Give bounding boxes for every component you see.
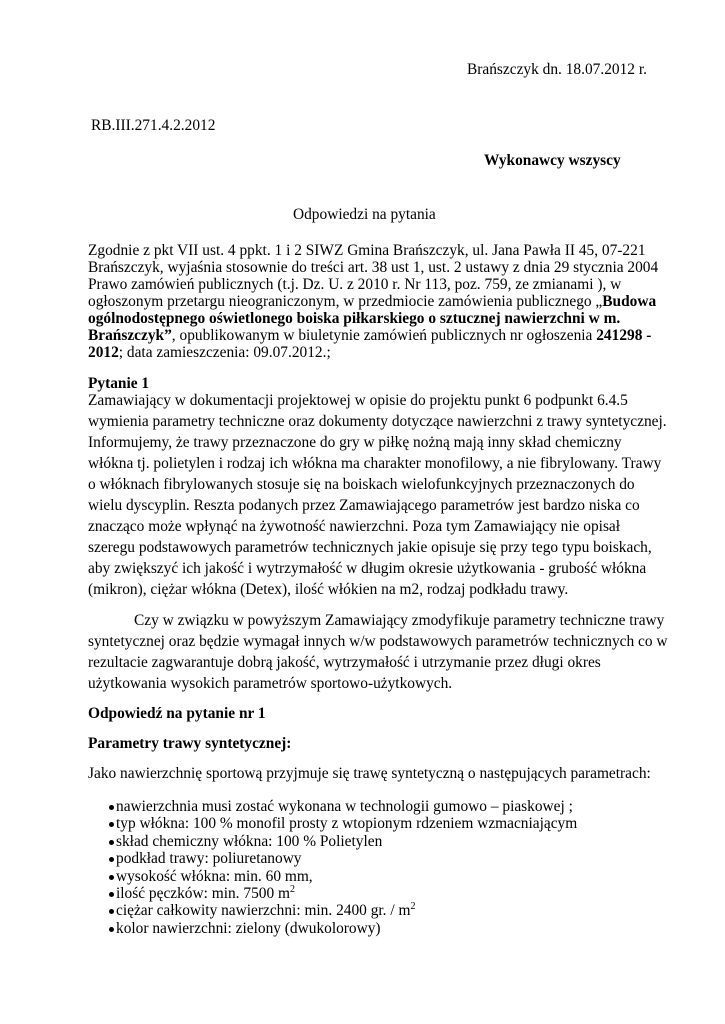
place-date: Brańszczyk dn. 18.07.2012 r. xyxy=(467,61,647,78)
question-line: aby zwiększyć ich jakość i wytrzymałość w długim okresie użytkowania - grubość włókna xyxy=(88,560,647,577)
bullet-icon xyxy=(109,805,114,810)
list-item-text: ilość pęczków: min. 7500 m xyxy=(116,885,290,903)
intro-text: ; data zamieszczenia: 09.07.2012.; xyxy=(118,344,331,361)
parameters-list xyxy=(88,798,577,937)
intro-line xyxy=(88,327,651,344)
answer-heading: Odpowiedź na pytanie nr 1 xyxy=(88,705,266,722)
intro-text: ogłoszonym przetargu nieograniczonym, w przedmiocie zamówienia publicznego „ xyxy=(88,293,603,310)
bullet-icon xyxy=(109,892,114,897)
document-title: Odpowiedzi na pytania xyxy=(293,206,436,223)
question-line: syntetycznej oraz będzie wymagał innych w/w podstawowych parametrów technicznych co w xyxy=(88,633,668,650)
question-line: wymienia parametry techniczne oraz dokumenty dotyczące nawierzchni z trawy syntetycznej. xyxy=(88,413,667,430)
intro-text: , opublikowanym w biuletynie zamówień publicznych nr ogłoszenia xyxy=(171,327,597,344)
list-item xyxy=(88,850,577,867)
question-line: o włóknach fibrylowanych stosuje się na boiskach wielofunkcyjnych przeznaczonych do xyxy=(88,476,635,493)
list-item xyxy=(88,885,577,902)
recipient: Wykonawcy wszyscy xyxy=(484,152,621,169)
bullet-icon xyxy=(109,857,114,862)
notice-year: 2012 xyxy=(88,344,119,361)
intro-line: Brańszczyk, wyjaśnia stosownie do treści art. 38 ust 1, ust. 2 ustawy z dnia 29 stycznia 2004 xyxy=(88,259,659,276)
intro-line xyxy=(88,293,656,310)
list-item xyxy=(88,868,577,885)
list-item-text: nawierzchnia musi zostać wykonana w technologii gumowo – piaskowej ; xyxy=(116,798,573,815)
question-line: Informujemy, że trawy przeznaczone do gry w piłkę nożną mają inny skład chemiczny xyxy=(88,434,622,451)
bullet-icon xyxy=(109,875,114,880)
question-line: wielu dyscyplin. Reszta podanych przez Zamawiającego parametrów jest bardzo niska co xyxy=(88,497,640,514)
question-line: użytkowania wysokich parametrów sportowo-użytkowych. xyxy=(88,675,453,692)
question-line: znacząco może wpłynąć na żywotność nawierzchni. Poza tym Zamawiający nie opisał xyxy=(88,518,621,535)
bullet-icon xyxy=(109,840,114,845)
question-line: rezultacie zagwarantuje dobrą jakość, wytrzymałość i utrzymanie przez długi okres xyxy=(88,654,601,671)
notice-number: 241298 - xyxy=(596,327,652,344)
question-heading: Pytanie 1 xyxy=(88,375,150,392)
list-item-text: typ włókna: 100 % monofil prosty z wtopionym rdzeniem wzmacniającym xyxy=(116,815,578,833)
list-item xyxy=(88,815,577,832)
question-line: Czy w związku w powyższym Zamawiający zmodyfikuje parametry techniczne trawy xyxy=(134,612,665,629)
bullet-icon xyxy=(109,909,114,914)
answer-subheading: Parametry trawy syntetycznej: xyxy=(88,735,292,752)
intro-line xyxy=(88,344,331,361)
intro-line: Prawo zamówień publicznych (t.j. Dz. U. z 2010 r. Nr 113, poz. 759, ze zmianami ), w xyxy=(88,276,622,293)
list-item xyxy=(88,920,577,937)
question-line: (mikron), ciężar włókna (Detex), ilość włókien na m2, rodzaj podkładu trawy. xyxy=(88,581,569,598)
list-item xyxy=(88,798,577,815)
superscript: 2 xyxy=(289,884,295,896)
project-name-line: ogólnodostępnego oświetlonego boiska piłkarskiego o sztucznej nawierzchni w m. xyxy=(88,310,621,327)
list-item-text: kolor nawierzchni: zielony (dwukolorowy) xyxy=(116,919,381,937)
question-line: włókna tj. polietylen i rodzaj ich włókna ma charakter monofilowy, a nie fibrylowany. Trawy xyxy=(88,455,662,472)
intro-line: Zgodnie z pkt VII ust. 4 ppkt. 1 i 2 SIWZ Gmina Brańszczyk, ul. Jana Pawła II 45, 07-221 xyxy=(88,242,646,259)
list-item-text: ciężar całkowity nawierzchni: min. 2400 gr. / m xyxy=(116,902,411,920)
list-item xyxy=(88,902,577,919)
list-item-text: skład chemiczny włókna: 100 % Polietylen xyxy=(116,832,383,850)
project-name-end: Brańszczyk” xyxy=(88,327,172,344)
list-item-text: podkład trawy: poliuretanowy xyxy=(116,850,302,868)
list-item xyxy=(88,833,577,850)
question-line: szeregu podstawowych parametrów technicznych jakie opisuje się przy tego typu boiskach, xyxy=(88,539,652,556)
bullet-icon xyxy=(109,822,114,827)
list-item-text: wysokość włókna: min. 60 mm, xyxy=(116,867,313,885)
superscript: 2 xyxy=(410,901,416,913)
reference-number: RB.III.271.4.2.2012 xyxy=(91,117,216,134)
bullet-icon xyxy=(109,927,114,932)
answer-intro: Jako nawierzchnię sportową przyjmuje się trawę syntetyczną o następujących parametrach: xyxy=(88,765,651,782)
question-line: Zamawiający w dokumentacji projektowej w opisie do projektu punkt 6 podpunkt 6.4.5 xyxy=(88,392,628,409)
project-name: Budowa xyxy=(602,293,657,310)
